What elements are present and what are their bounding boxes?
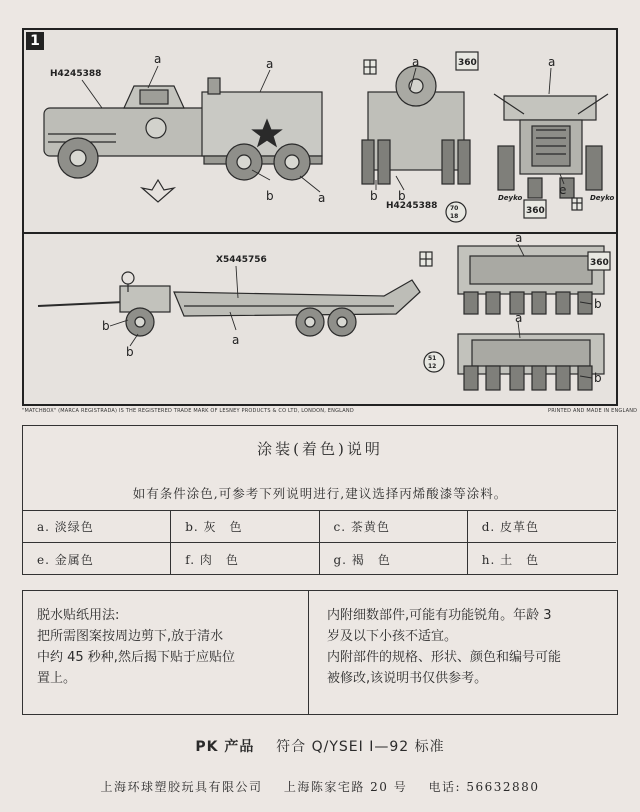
truck-serial-label: H4245388 <box>50 69 102 79</box>
company-name: 上海环球塑胶玩具有限公司 <box>100 780 263 794</box>
decal-usage-note <box>23 591 309 714</box>
product-standard <box>0 736 640 756</box>
callout-a: a <box>154 52 162 66</box>
trailer-side-view <box>38 272 420 336</box>
paint-color-cell: b. 灰 色 <box>171 511 319 543</box>
decal-51-12-top: 51 <box>428 355 437 362</box>
callout-a: a <box>548 55 556 69</box>
paint-instructions <box>22 425 618 575</box>
truck-rear-view <box>362 60 470 184</box>
safety-warning-note <box>309 591 617 714</box>
decal-usage-line: 把所需图案按周边剪下,放于清水 <box>37 629 224 644</box>
paint-color-cell: a. 淡绿色 <box>23 511 171 543</box>
decal-51-12-bottom: 12 <box>428 363 437 370</box>
decal-script-text: Deyko <box>590 194 615 202</box>
assembly-diagram-panel <box>22 28 618 406</box>
phone-label: 电话: <box>428 780 462 794</box>
phone-number: 56632880 <box>466 780 540 794</box>
paint-color-cell: h. 土 色 <box>481 552 540 567</box>
callout-b: b <box>126 345 134 359</box>
callout-b: b <box>266 189 274 203</box>
paint-color-cell: e. 金属色 <box>23 543 171 575</box>
callout-b: b <box>398 189 406 203</box>
paint-color-cell: g. 褐 色 <box>320 543 468 575</box>
warning-line: 岁及以下小孩不适宜。 <box>327 629 458 644</box>
decal-70-18-bottom: 18 <box>450 213 459 220</box>
callout-b: b <box>594 297 602 311</box>
truck-serial-rear-label: H4245388 <box>386 201 438 211</box>
warning-line: 被修改,该说明书仅供参考。 <box>327 671 488 686</box>
notes-box <box>22 590 618 715</box>
company-address: 上海陈家宅路 20 号 <box>283 780 408 794</box>
trailer-bottom-view <box>458 334 604 390</box>
decal-360-text: 360 <box>458 58 477 68</box>
trademark-note: "MATCHBOX" (MARCA REGISTRADA) IS THE REGISTERED TRADE MARK OF LESNEY PRODUCTS & CO LTD, LONDON, ENGLAND <box>22 408 354 414</box>
callout-a: a <box>515 311 523 325</box>
paint-color-cell: f. 肉 色 <box>171 543 319 575</box>
vehicle-drawings <box>24 30 616 404</box>
company-footer <box>0 778 640 795</box>
trailer-serial-label: X5445756 <box>216 255 267 265</box>
callout-a: a <box>232 333 240 347</box>
paint-color-table <box>23 510 616 575</box>
callout-b: b <box>594 371 602 385</box>
callout-e: e <box>559 183 567 197</box>
warning-line: 内附部件的规格、形状、颜色和编号可能 <box>327 650 562 665</box>
decal-script-text: Deyko <box>498 194 523 202</box>
step-number-badge: 1 <box>26 32 44 50</box>
paint-color-cell: d. 皮革色 <box>468 511 616 543</box>
callout-b: b <box>102 319 110 333</box>
callout-a: a <box>318 191 326 205</box>
callout-a: a <box>412 55 420 69</box>
decal-360-text: 360 <box>526 206 545 216</box>
decal-usage-title: 脱水贴纸用法: <box>37 608 120 623</box>
printed-note: PRINTED AND MADE IN ENGLAND <box>548 408 638 414</box>
decal-usage-line: 置上。 <box>37 671 77 686</box>
paint-title: 涂装(着色)说明 <box>257 440 383 458</box>
truck-side-view <box>44 78 322 202</box>
paint-color-cell: c. 茶黄色 <box>320 511 468 543</box>
decal-usage-line: 中约 45 秒种,然后揭下贴于应贴位 <box>37 650 235 665</box>
decal-360-text: 360 <box>590 258 609 268</box>
trailer-top-view <box>420 246 604 314</box>
pk-brand: PK 产品 <box>195 739 255 755</box>
paint-intro: 如有条件涂色,可参考下列说明进行,建议选择丙烯酸漆等涂料。 <box>132 486 508 501</box>
warning-line: 内附细数部件,可能有功能锐角。年龄 3 <box>327 608 552 623</box>
callout-b: b <box>370 189 378 203</box>
truck-front-view <box>494 94 608 210</box>
standard-text: 符合 Q/YSEI I—92 标准 <box>276 739 445 755</box>
callout-a: a <box>515 231 523 245</box>
decal-70-18-top: 70 <box>450 205 459 212</box>
callout-a: a <box>266 57 274 71</box>
